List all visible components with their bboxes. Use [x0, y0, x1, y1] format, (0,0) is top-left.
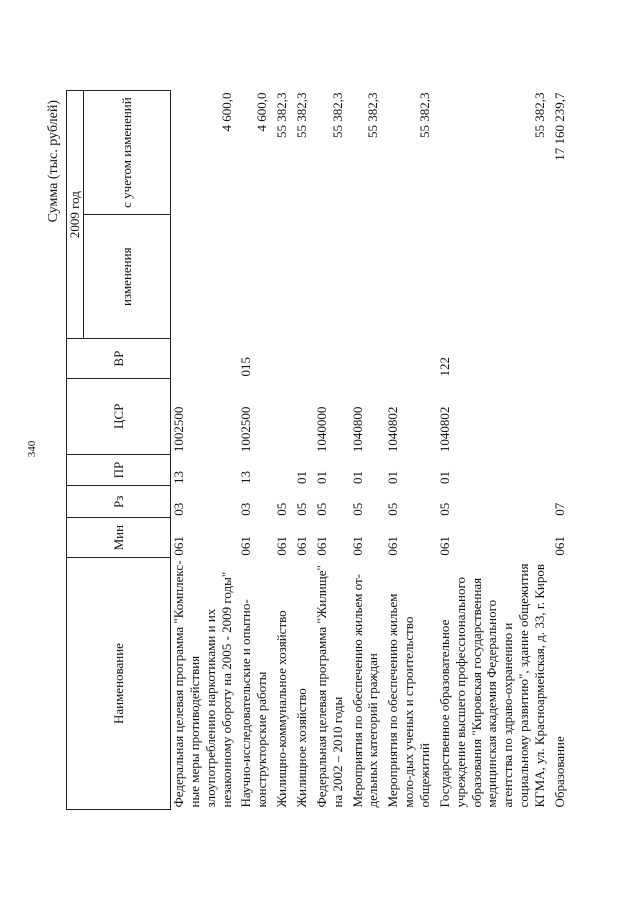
header-name: Наименование [67, 558, 171, 810]
cell-total: 55 382,3 [294, 92, 310, 138]
cell-changes [290, 215, 310, 339]
cell-rz: 05 [313, 502, 329, 516]
cell-pr: 01 [313, 470, 329, 484]
header-vr: ВР [67, 339, 171, 379]
cell-vr [381, 339, 433, 379]
cell-total: 4 600,0 [254, 92, 270, 132]
budget-table [66, 90, 568, 810]
cell-changes [346, 215, 382, 339]
cell-min: 061 [313, 536, 329, 556]
table-row [290, 91, 310, 810]
cell-min: 061 [349, 536, 365, 556]
cell-changes [433, 215, 548, 339]
cell-pr: 01 [294, 470, 310, 484]
cell-name: Государственное образовательное учреждение высшего профессионального образования "Кировская государственная медицинская академия Федерального агентства по здраво-охранению и социальному развитию", здание общежития КГМА, ул. Красноармейская, д. 33, г. Киров [436, 563, 548, 808]
cell-vr: 122 [436, 356, 452, 377]
cell-rz: 05 [294, 502, 310, 516]
cell-min: 061 [385, 536, 401, 556]
page-number: 340 [26, 440, 38, 458]
cell-vr [548, 339, 568, 379]
cell-changes [171, 215, 235, 339]
cell-total: 55 382,3 [417, 92, 433, 138]
cell-rz: 07 [551, 502, 567, 516]
cell-name: Жилищное хозяйство [294, 688, 310, 808]
cell-rz: 05 [349, 502, 365, 516]
cell-name: Федеральная целевая программа "Комплекс-ные меры противодействия злоупотреблению наркотиками и их незаконному обороту на 2005 - 2009 годы" [171, 560, 234, 808]
cell-name: Научно-исследовательские и опытно-конструкторские работы [238, 599, 270, 808]
cell-vr [290, 339, 310, 379]
header-rz: Рз [67, 486, 171, 518]
cell-name: Мероприятия по обеспечению жильем от-дельных категорий граждан [349, 574, 381, 808]
cell-min: 061 [436, 536, 452, 556]
cell-pr: 01 [349, 470, 365, 484]
header-min: Мин [67, 518, 171, 558]
cell-rz: 03 [238, 502, 254, 516]
cell-name: Федеральная целевая программа "Жилище" на 2002 – 2010 годы [313, 565, 345, 808]
cell-csr [290, 378, 310, 454]
cell-vr [171, 339, 235, 379]
cell-min: 061 [274, 536, 290, 556]
cell-pr: 01 [436, 470, 452, 484]
cell-min: 061 [171, 536, 186, 556]
cell-rz: 05 [385, 502, 401, 516]
cell-changes [548, 215, 568, 339]
cell-total: 55 382,3 [329, 92, 345, 138]
cell-name: Образование [551, 736, 567, 808]
table-row [171, 91, 235, 810]
cell-name: Жилищно-коммунальное хозяйство [274, 610, 290, 808]
cell-total: 55 382,3 [532, 92, 548, 138]
cell-changes [310, 215, 346, 339]
table-row [234, 91, 270, 810]
header-year: 2009 год [67, 91, 84, 339]
header-csr: ЦСР [67, 378, 171, 454]
units-title: Сумма (тыс. рублей) [46, 100, 61, 223]
cell-pr: 13 [238, 470, 254, 484]
cell-total: 55 382,3 [274, 92, 290, 138]
table-row [381, 91, 433, 810]
cell-min: 061 [238, 536, 254, 556]
cell-min: 061 [551, 536, 567, 556]
cell-vr [270, 339, 290, 379]
cell-vr: 015 [238, 356, 254, 377]
cell-total: 55 382,3 [365, 92, 381, 138]
cell-total: 17 160 239,7 [551, 92, 567, 161]
table-row [346, 91, 382, 810]
cell-name: Мероприятия по обеспечению жильем моло-дых ученых и строительство общежитий [385, 593, 433, 808]
cell-csr: 1040802 [385, 406, 401, 453]
cell-changes [381, 215, 433, 339]
header-changes: изменения [84, 215, 171, 339]
cell-pr [548, 454, 568, 486]
cell-vr [310, 339, 346, 379]
cell-changes [234, 215, 270, 339]
header-pr: ПР [67, 454, 171, 486]
cell-min: 061 [294, 536, 310, 556]
cell-csr [548, 378, 568, 454]
cell-csr: 1040000 [313, 406, 329, 453]
rotated-table-page [40, 90, 600, 810]
cell-changes [270, 215, 290, 339]
cell-pr: 01 [385, 470, 401, 484]
cell-rz: 03 [171, 502, 186, 516]
cell-total: 4 600,0 [218, 92, 234, 132]
cell-csr: 1040800 [349, 406, 365, 453]
cell-csr: 1002500 [171, 406, 186, 453]
table-row [433, 91, 548, 810]
cell-csr: 1040802 [436, 406, 452, 453]
cell-csr [270, 378, 290, 454]
table-row [310, 91, 346, 810]
cell-pr [270, 454, 290, 486]
cell-rz: 05 [436, 502, 452, 516]
cell-rz: 05 [274, 502, 290, 516]
cell-pr: 13 [171, 470, 186, 484]
header-with-changes: с учетом изменений [84, 91, 171, 215]
cell-vr [346, 339, 382, 379]
table-row [548, 91, 568, 810]
cell-csr: 1002500 [238, 406, 254, 453]
table-row [270, 91, 290, 810]
